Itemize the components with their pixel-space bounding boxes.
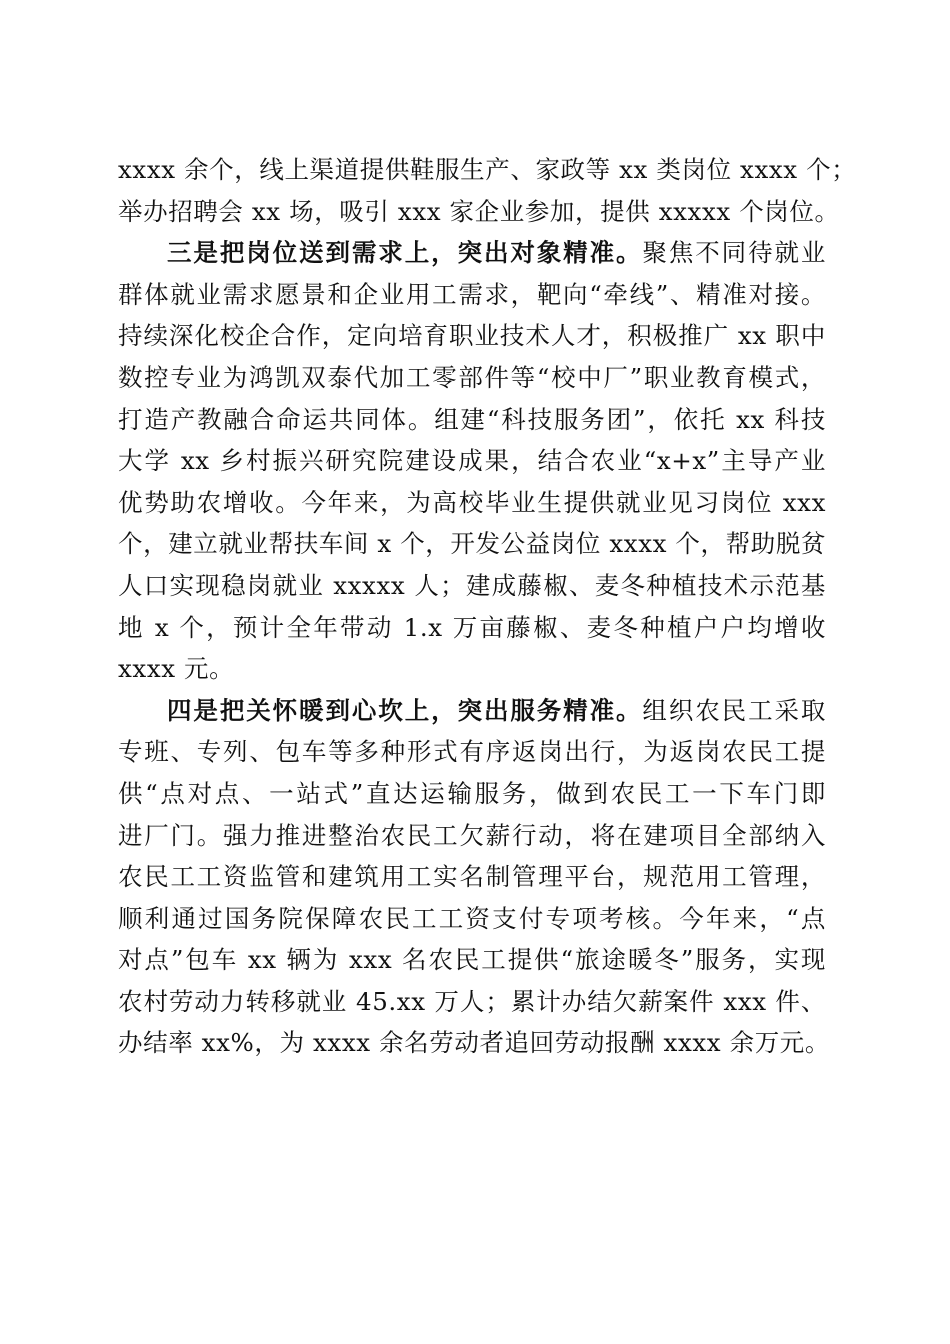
text-line: 对点”包车 xx 辆为 xxx 名农民工提供“旅途暖冬”服务，实现: [118, 945, 826, 975]
text-fragment: 组织农民工采取: [642, 695, 826, 725]
text-line-first: [118, 232, 826, 274]
text-line: 大学 xx 乡村振兴研究院建设成果，结合农业“x+x”主导产业: [118, 446, 826, 476]
paragraph-heading: 三是把岗位送到需求上，突出对象精准。: [167, 238, 643, 268]
text-line: 专班、专列、包车等多种形式有序返岗出行，为返岗农民工提: [118, 737, 826, 767]
text-line: 打造产教融合命运共同体。组建“科技服务团”，依托 xx 科技: [118, 404, 826, 434]
text-line: 举办招聘会 xx 场，吸引 xxx 家企业参加，提供 xxxxx 个岗位。: [118, 196, 840, 226]
text-fragment: 聚焦不同待就业: [642, 238, 826, 268]
text-line: 地 x 个，预计全年带动 1.x 万亩藤椒、麦冬种植户户均增收: [118, 612, 826, 642]
text-line: 持续深化校企合作，定向培育职业技术人才，积极推广 xx 职中: [118, 321, 826, 351]
paragraph-heading: 四是把关怀暖到心坎上，突出服务精准。: [167, 695, 643, 725]
text-line: 数控专业为鸿凯双泰代加工零部件等“校中厂”职业教育模式，: [118, 362, 826, 392]
text-line: 农村劳动力转移就业 45.xx 万人；累计办结欠薪案件 xxx 件、: [118, 986, 826, 1016]
text-line: 个，建立就业帮扶车间 x 个，开发公益岗位 xxxx 个，帮助脱贫: [118, 529, 827, 559]
text-line: xxxx 余个，线上渠道提供鞋服生产、家政等 xx 类岗位 xxxx 个；: [118, 155, 857, 184]
text-line: 供“点对点、一站式”直达运输服务，做到农民工一下车门即: [118, 778, 826, 808]
paragraph-precise-service: [118, 690, 830, 1064]
text-line: xxxx 元。: [118, 654, 235, 684]
text-line: 农民工工资监管和建筑用工实名制管理平台，规范用工管理，: [118, 862, 826, 892]
text-line-first: [118, 690, 826, 732]
paragraph-employment-channels: [118, 149, 857, 232]
text-line: 办结率 xx%，为 xxxx 余名劳动者追回劳动报酬 xxxx 余万元。: [118, 1028, 830, 1058]
text-line: 顺利通过国务院保障农民工工资支付专项考核。今年来，“点: [118, 903, 826, 933]
text-line: 人口实现稳岗就业 xxxxx 人；建成藤椒、麦冬种植技术示范基: [118, 570, 826, 600]
paragraph-precise-targeting: [118, 232, 826, 690]
text-line: 优势助农增收。今年来，为高校毕业生提供就业见习岗位 xxx: [118, 487, 826, 517]
text-line: 群体就业需求愿景和企业用工需求，靶向“牵线”、精准对接。: [118, 279, 826, 309]
text-line: 进厂门。强力推进整治农民工欠薪行动，将在建项目全部纳入: [118, 820, 826, 850]
document-page: [118, 149, 857, 1064]
